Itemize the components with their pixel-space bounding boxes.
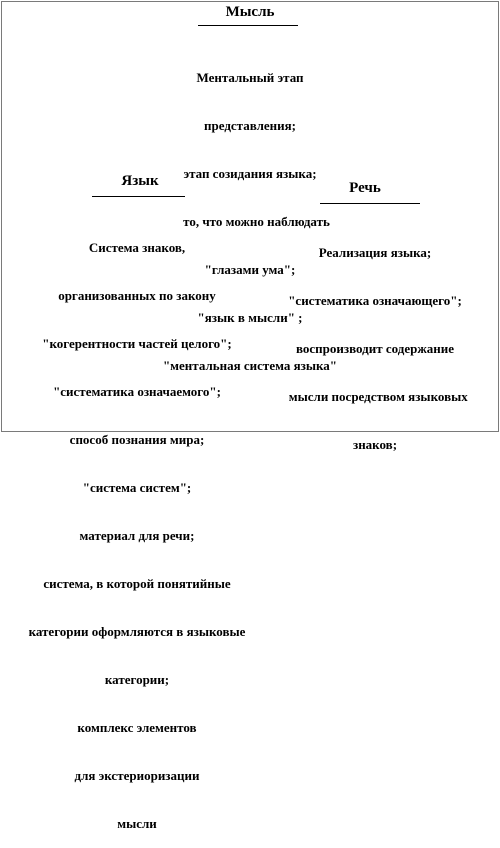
rech-line: Реализация языка; (318, 245, 432, 260)
yazyk-heading: Язык (121, 173, 159, 189)
yazyk-line: категории оформляются в языковые (28, 624, 246, 639)
rech-line: воспроизводит содержание (295, 341, 455, 356)
yazyk-line: "систематика означаемого"; (53, 384, 221, 399)
mysl-line: Ментальный этап (196, 70, 304, 85)
mysl-underline (198, 25, 298, 26)
yazyk-line: материал для речи; (79, 528, 195, 543)
yazyk-line: комплекс элементов (77, 720, 197, 735)
mysl-line: то, что можно наблюдать (170, 214, 330, 229)
yazyk-line: Система знаков, (88, 240, 186, 255)
yazyk-line: "система систем"; (82, 480, 192, 495)
yazyk-line: категории; (104, 672, 170, 687)
rech-line: знаков; (352, 437, 398, 452)
yazyk-line: для экстериоризации (74, 768, 200, 783)
yazyk-line: мысли (117, 816, 157, 831)
yazyk-line: способ познания мира; (69, 432, 205, 447)
mysl-line: представления; (204, 118, 296, 133)
mysl-line: этап созидания языка; (183, 166, 317, 181)
mysl-line: "глазами ума"; (204, 262, 296, 277)
yazyk-line: "когерентности частей целого"; (42, 336, 232, 351)
yazyk-description (2, 208, 272, 848)
yazyk-line: система, в которой понятийные (43, 576, 231, 591)
yazyk-underline (92, 196, 185, 197)
mysl-heading: Мысль (225, 4, 275, 20)
rech-line: мысли посредством языковых (282, 389, 468, 404)
mysl-line: "язык в мысли" ; (197, 310, 303, 325)
mysl-line: "ментальная система языка" (162, 358, 338, 373)
rech-line: "систематика означающего"; (288, 293, 462, 308)
rech-heading: Речь (349, 180, 381, 196)
rech-description (255, 213, 495, 469)
rech-underline (320, 203, 420, 204)
yazyk-line: организованных по закону (58, 288, 216, 303)
